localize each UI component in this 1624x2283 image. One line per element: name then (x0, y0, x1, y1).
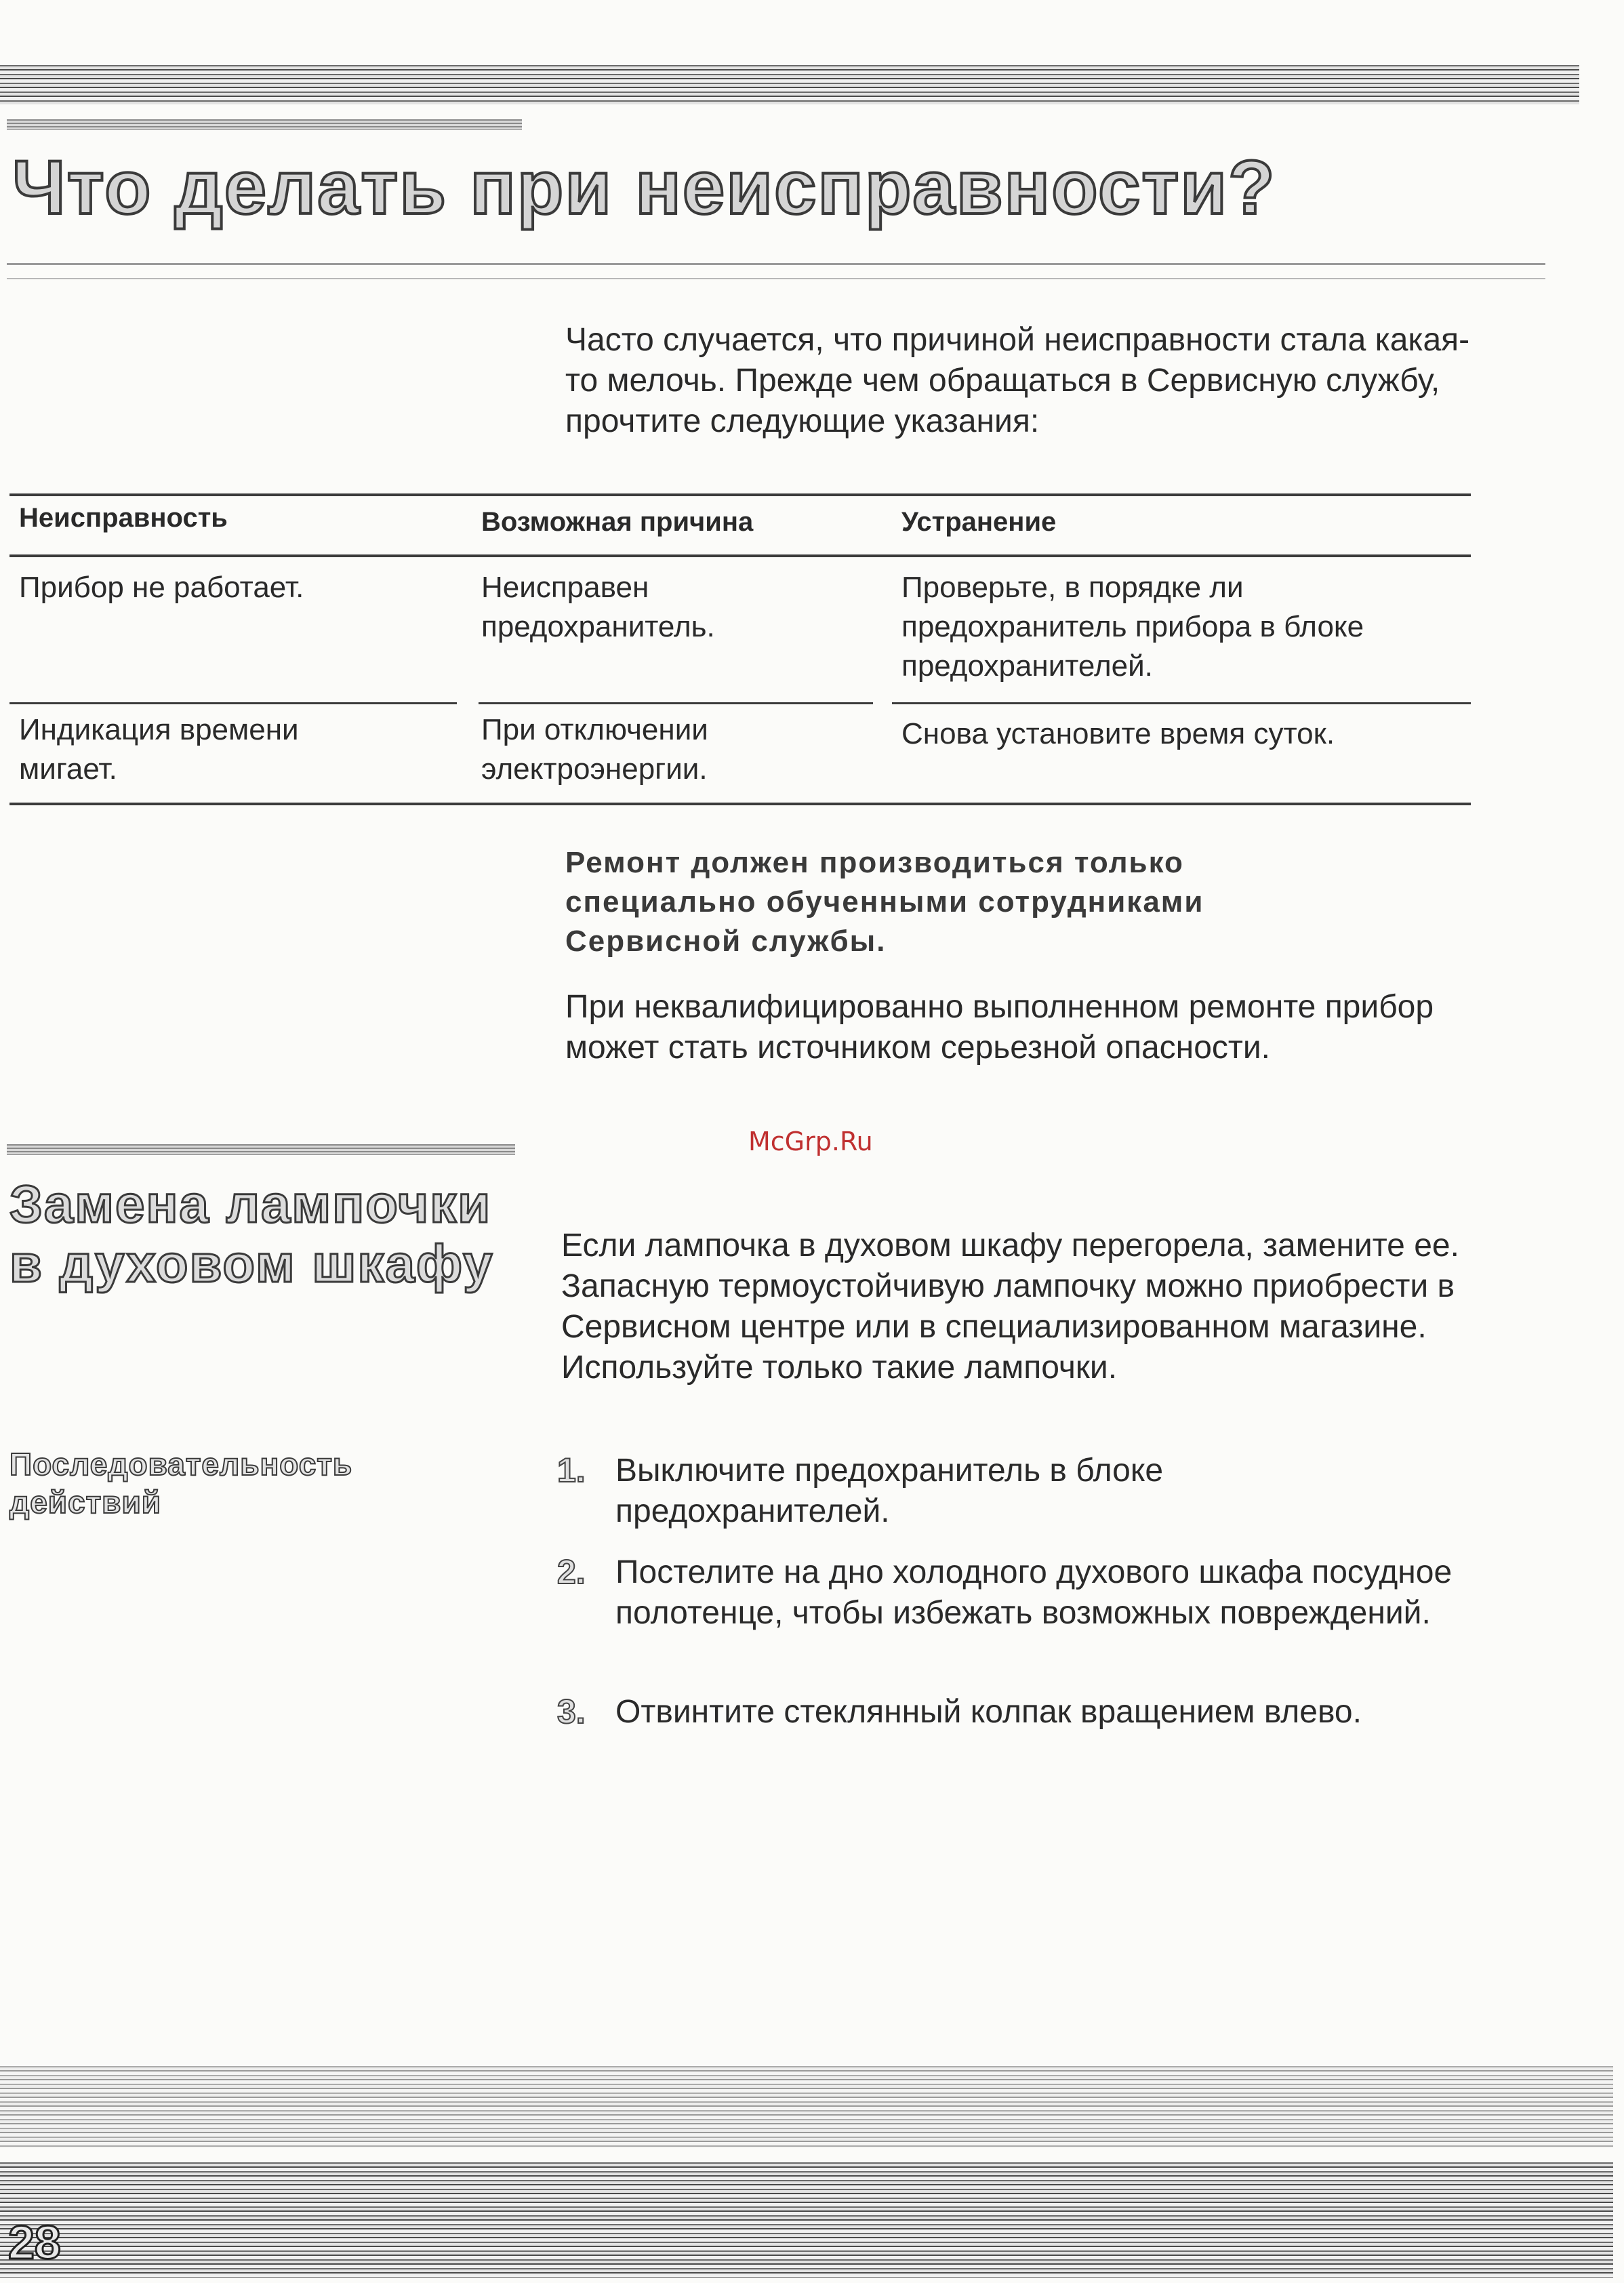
bottom-scan-band-1 (0, 2066, 1613, 2147)
table-row-1-cause: Неисправен предохранитель. (481, 571, 715, 643)
table-row-rule-1a (9, 702, 457, 704)
title-shade-bar (7, 119, 522, 130)
step-1-number: 1. (557, 1451, 586, 1489)
warning-text: При неквалифицированно выполненном ремонте прибор может стать источником серьезной опасности. (565, 989, 1434, 1066)
title-underline-2 (7, 278, 1545, 279)
section-shade-bar (7, 1144, 515, 1155)
page-title: Что делать при неисправности? (12, 145, 1276, 230)
intro-text: Часто случается, что причиной неисправности стала какая-то мелочь. Прежде чем обращаться в Сервисную службу, прочтите следующие указания: (565, 322, 1470, 439)
table-row-1-fault: Прибор не работает. (19, 571, 304, 604)
table-row-2-fault: Индикация времени мигает. (19, 713, 299, 786)
bottom-scan-band-2 (0, 2162, 1613, 2278)
step-3-text: Отвинтите стеклянный колпак вращением влево. (615, 1694, 1362, 1730)
table-header-cause: Возможная причина (481, 507, 754, 537)
page-number: 28 (8, 2216, 61, 2269)
table-bottom-rule (9, 803, 1471, 805)
watermark: McGrp.Ru (748, 1127, 873, 1156)
table-row-rule-1c (892, 702, 1471, 704)
title-underline (7, 263, 1545, 265)
step-3-number: 3. (557, 1693, 586, 1731)
table-row-1-remedy: Проверьте, в порядке ли предохранитель прибора в блоке предохранителей. (901, 571, 1364, 683)
table-top-rule (9, 493, 1471, 496)
top-scan-band (0, 65, 1579, 104)
table-header-remedy: Устранение (901, 507, 1057, 537)
table-row-2-cause: При отключении электроэнергии. (481, 713, 708, 786)
steps-subheading: Последовательность действий (9, 1447, 353, 1520)
step-2-text: Постелите на дно холодного духового шкафа посудное полотенце, чтобы избежать возможных повреждений. (615, 1554, 1453, 1631)
step-1-text: Выключите предохранитель в блоке предохранителей. (615, 1453, 1164, 1529)
table-header-fault: Неисправность (19, 503, 228, 533)
table-row-rule-1b (479, 702, 873, 704)
table-row-2-remedy: Снова установите время суток. (901, 717, 1335, 750)
section-heading: Замена лампочки в духовом шкафу (9, 1174, 494, 1293)
warning-bold: Ремонт должен производиться только специально обученными сотрудниками Сервисной службы. (565, 846, 1204, 958)
step-2-number: 2. (557, 1553, 586, 1591)
table-header-rule (9, 554, 1471, 557)
lamp-intro: Если лампочка в духовом шкафу перегорела, замените ее. Запасную термоустойчивую лампочку можно приобрести в Сервисном центре или в специализированном магазине. Используйте только такие лампочки. (561, 1228, 1459, 1386)
